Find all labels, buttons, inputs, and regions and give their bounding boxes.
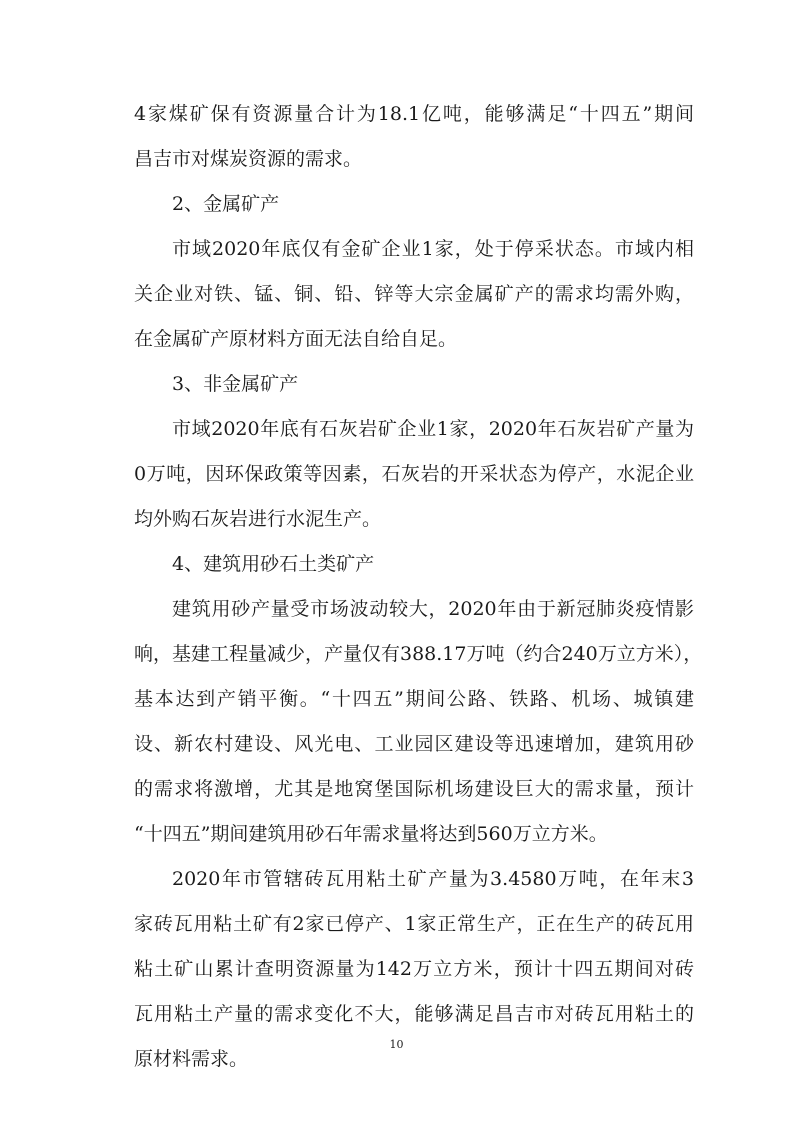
text-line: 瓦用粘土产量的需求变化不大，能够满足昌吉市对砖瓦用粘土的 — [134, 1003, 694, 1025]
section-heading: 3、非金属矿产 — [172, 373, 299, 395]
text-line: 关企业对铁、锰、铜、铅、锌等大宗金属矿产的需求均需外购， — [134, 283, 694, 305]
text-line: 4家煤矿保有资源量合计为18.1亿吨，能够满足“十四五”期间 — [134, 103, 694, 125]
text-line: 市域2020年底仅有金矿企业1家，处于停采状态。市域内相 — [172, 238, 694, 260]
text-line: 建筑用砂产量受市场波动较大，2020年由于新冠肺炎疫情影 — [172, 598, 694, 620]
text-line: 市域2020年底有石灰岩矿企业1家，2020年石灰岩矿产量为 — [172, 418, 694, 440]
text-line: “十四五”期间建筑用砂石年需求量将达到560万立方米。 — [134, 823, 608, 845]
text-line: 的需求将激增，尤其是地窝堡国际机场建设巨大的需求量，预计 — [134, 778, 694, 800]
text-line: 响，基建工程量减少，产量仅有388.17万吨（约合240万立方米）， — [134, 643, 703, 665]
page-number: 10 — [389, 1038, 404, 1051]
text-line: 在金属矿产原材料方面无法自给自足。 — [134, 328, 458, 350]
section-heading: 2、金属矿产 — [172, 193, 280, 215]
text-line: 粘土矿山累计查明资源量为142万立方米，预计十四五期间对砖 — [134, 958, 694, 980]
text-line: 2020年市管辖砖瓦用粘土矿产量为3.4580万吨，在年末3 — [172, 868, 694, 890]
text-line: 0万吨，因环保政策等因素，石灰岩的开采状态为停产，水泥企业 — [134, 463, 694, 485]
text-line: 原材料需求。 — [134, 1048, 249, 1070]
text-line: 家砖瓦用粘土矿有2家已停产、1家正常生产，正在生产的砖瓦用 — [134, 913, 694, 935]
text-line: 基本达到产销平衡。“十四五”期间公路、铁路、机场、城镇建 — [134, 688, 694, 710]
text-line: 昌吉市对煤炭资源的需求。 — [134, 148, 363, 170]
text-line: 均外购石灰岩进行水泥生产。 — [134, 508, 382, 530]
section-heading: 4、建筑用砂石土类矿产 — [172, 553, 375, 575]
text-line: 设、新农村建设、风光电、工业园区建设等迅速增加，建筑用砂 — [134, 733, 694, 755]
